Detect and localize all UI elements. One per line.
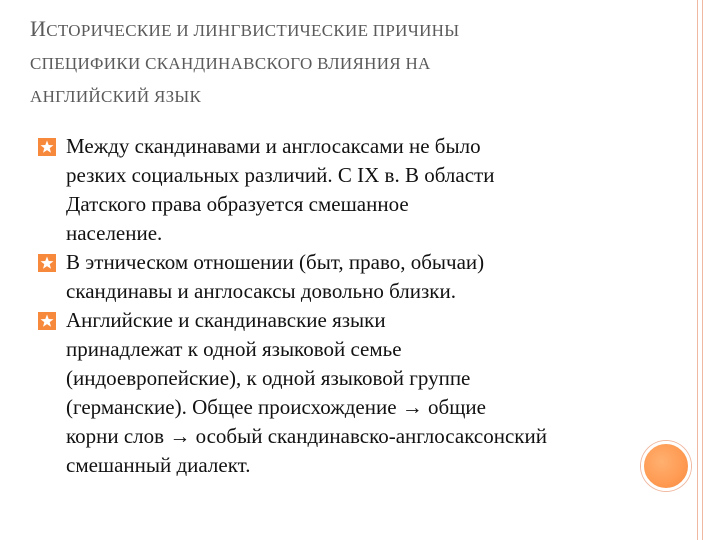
star-icon <box>38 254 56 272</box>
bullet-1-line-2: резких социальных различий. С IX в. В области <box>66 163 495 187</box>
bullet-3-line-2: принадлежат к одной языковой семье <box>66 337 402 361</box>
bullet-item-1 <box>38 132 638 248</box>
bullet-3-line-1: Английские и скандинавские языки <box>66 308 386 332</box>
bullet-2-line-2: скандинавы и англосаксы довольно близки. <box>66 279 456 303</box>
frame-line-left <box>697 0 698 540</box>
bullet-item-3 <box>38 306 638 480</box>
bullet-3-line-3: (индоевропейские), к одной языковой группе <box>66 366 471 390</box>
frame-line-right <box>702 0 703 540</box>
title-line-1: ИСТОРИЧЕСКИЕ И ЛИНГВИСТИЧЕСКИЕ ПРИЧИНЫ <box>30 16 460 41</box>
bullet-1-line-1: Между скандинавами и англосаксами не было <box>66 134 481 158</box>
star-icon <box>38 138 56 156</box>
bullet-list <box>38 132 638 480</box>
bullet-item-2 <box>38 248 638 306</box>
bullet-3-line-4: (германские). Общее происхождение → общие <box>66 395 486 419</box>
title-line-3: АНГЛИЙСКИЙ ЯЗЫК <box>30 87 202 106</box>
bullet-3-line-6: смешанный диалект. <box>66 453 251 477</box>
circle-icon <box>641 441 691 491</box>
bullet-1-line-3: Датского права образуется смешанное <box>66 192 409 216</box>
bullet-3-line-5: корни слов → особый скандинавско-англосаксонский <box>66 424 547 448</box>
title-line-2: СПЕЦИФИКИ СКАНДИНАВСКОГО ВЛИЯНИЯ НА <box>30 54 431 73</box>
bullet-1-line-4: население. <box>66 221 163 245</box>
slide-title <box>30 12 630 113</box>
star-icon <box>38 312 56 330</box>
bullet-2-line-1: В этническом отношении (быт, право, обычаи) <box>66 250 485 274</box>
